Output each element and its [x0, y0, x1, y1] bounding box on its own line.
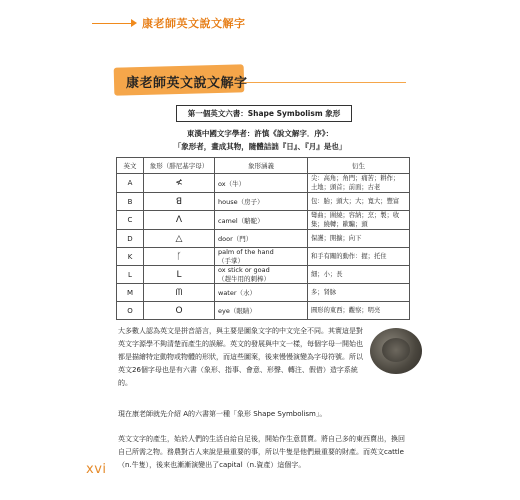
page-number: xvi [86, 462, 107, 477]
letter-cell: A [117, 174, 144, 193]
meaning-cell: water（水） [215, 284, 308, 302]
table-row [117, 302, 410, 320]
body-paragraph-1: 大多數人認為英文是拼音語言，與主要是圖象文字的中文完全不同。其實這是對英文字源學不夠清楚而產生的誤解。英文的發展與中文一樣，每個字母一開始也都是描繪特定動物或物體的形狀，而這些圖案，後來慢慢演變為字母符號。所以英文26個字母也是有六書（象形、指事、會意、形聲、轉注、假借）造字系統的。 [118, 327, 363, 387]
phoenician-symbol-cell: ᒪ [144, 266, 215, 284]
meaning-cell: ox stick or goad （趕牛用的刺棒） [215, 266, 308, 284]
table-row [117, 193, 410, 211]
letter-cell: K [117, 248, 144, 266]
letter-cell: M [117, 284, 144, 302]
table-header-row [117, 158, 410, 174]
header-cell-symbol: 象形（腓尼基字母） [144, 158, 215, 174]
header-cell-derivation: 衍生 [308, 158, 410, 174]
header-rule [92, 23, 132, 24]
meaning-cell: palm of the hand （手掌） [215, 248, 308, 266]
banner-title: 康老師英文說文解字 [126, 76, 248, 91]
phoenician-symbol-cell: ᗰ [144, 284, 215, 302]
letter-cell: L [117, 266, 144, 284]
letter-cell: O [117, 302, 144, 320]
table-row [117, 266, 410, 284]
table-row [117, 230, 410, 248]
subtitle-line-2: 「象形者，畫成其物，隨體詰詘『日』、『月』是也」 [173, 142, 347, 151]
derivation-cell: 包：胎；頭大；大；寬大；豐富 [308, 193, 410, 211]
letter-cell: D [117, 230, 144, 248]
phoenician-symbol-cell: ᚴ [144, 248, 215, 266]
derivation-cell: 和手有關的動作：握；托住 [308, 248, 410, 266]
table-row [117, 211, 410, 230]
meaning-cell: camel（駱駝） [215, 211, 308, 230]
letter-cell: C [117, 211, 144, 230]
section-heading: 第一個英文六書：Shape Symbolism 象形 [176, 105, 352, 122]
header-arrow-icon [131, 19, 137, 27]
subtitle-line-1: 東漢中國文字學者：許慎《說文解字．序》： [186, 129, 334, 138]
phoenician-symbol-cell: ≮ [144, 174, 215, 193]
meaning-cell: door（門） [215, 230, 308, 248]
meaning-cell: eye（眼睛） [215, 302, 308, 320]
phoenician-symbol-cell: ᐱ [144, 211, 215, 230]
letter-cell: B [117, 193, 144, 211]
phoenician-symbol-cell: △ [144, 230, 215, 248]
derivation-cell: 細；小；長 [308, 266, 410, 284]
header-cell-english: 英文 [117, 158, 144, 174]
banner-rule [244, 82, 406, 83]
running-header-title: 康老師英文說文解字 [142, 17, 246, 30]
phoenician-symbol-cell: O [144, 302, 215, 320]
derivation-cell: 圓形的東西；觀察；明亮 [308, 302, 410, 320]
derivation-cell: 彎曲；圍繞；容納；烹；製；收 集；繞轉；歐騙；頭 [308, 211, 410, 230]
table-row [117, 174, 410, 193]
coin-relief [382, 338, 410, 362]
meaning-cell: house（房子） [215, 193, 308, 211]
meaning-cell: ox（牛） [215, 174, 308, 193]
header-cell-meaning: 象形涵義 [215, 158, 308, 174]
derivation-cell: 尖：高角；角門；痛苦；耕作； 土地；頭首；前面；古老 [308, 174, 410, 193]
phoenician-symbol-cell: ꓭ [144, 193, 215, 211]
body-paragraph-3: 英文文字的產生，始於人們的生活自給自足後，開始作生意買賣。將自己多的東西賣出，換回自己所需之物。務農對古人來說是最重要的事，所以牛隻是他們最重要的財產。而英文cattle（n.牛隻），後來也漸漸演變出了capital（n.資產）這個字。 [118, 435, 405, 469]
body-paragraph-2: 現在康老師就先介紹 A的六書第一種「象形 Shape Symbolism」。 [118, 410, 327, 418]
table-row [117, 284, 410, 302]
shape-symbolism-table [116, 157, 410, 320]
table-row [117, 248, 410, 266]
derivation-cell: 保護；開擴；向下 [308, 230, 410, 248]
derivation-cell: 多；肾脉 [308, 284, 410, 302]
